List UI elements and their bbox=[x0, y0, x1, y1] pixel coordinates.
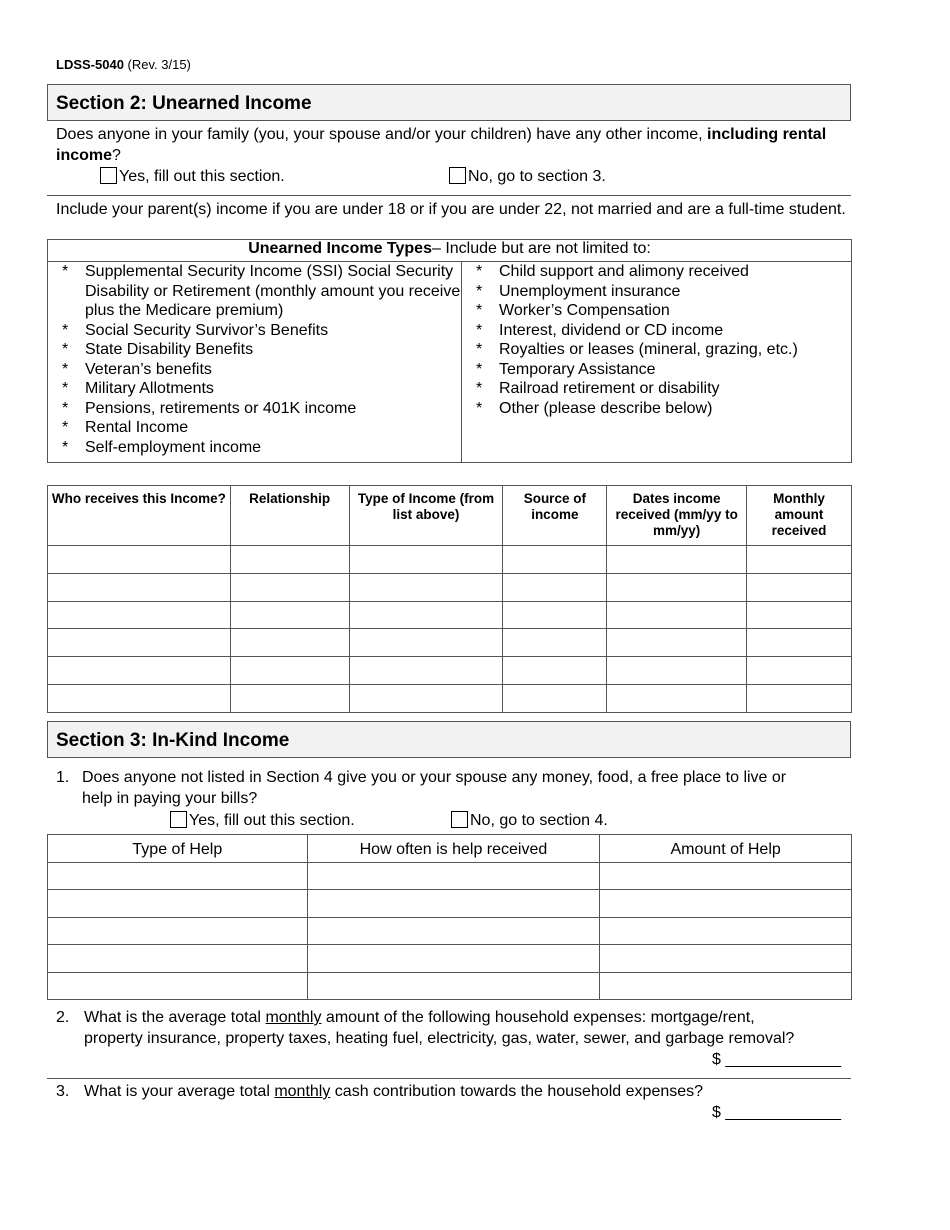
input-cell[interactable] bbox=[503, 546, 607, 574]
input-cell[interactable] bbox=[230, 684, 349, 712]
divider bbox=[47, 1078, 851, 1079]
input-cell[interactable] bbox=[48, 657, 231, 685]
input-cell[interactable] bbox=[600, 917, 852, 944]
table-row bbox=[48, 684, 852, 712]
input-cell[interactable] bbox=[307, 972, 600, 999]
section2-yes-option[interactable]: Yes, fill out this section. bbox=[100, 166, 285, 187]
column-header: How often is help received bbox=[307, 835, 600, 863]
input-cell[interactable] bbox=[349, 657, 503, 685]
section3-title: Section 3: In-Kind Income bbox=[56, 730, 290, 751]
section3-yes-option[interactable]: Yes, fill out this section. bbox=[170, 810, 355, 831]
income-type-item: * Pensions, retirements or 401K income bbox=[48, 399, 461, 419]
input-cell[interactable] bbox=[503, 601, 607, 629]
input-cell[interactable] bbox=[503, 573, 607, 601]
table-row bbox=[48, 657, 852, 685]
section2-header bbox=[47, 84, 851, 121]
input-cell[interactable] bbox=[747, 601, 852, 629]
income-type-item: * Self-employment income bbox=[48, 438, 461, 458]
divider bbox=[47, 195, 851, 196]
section2-title: Section 2: Unearned Income bbox=[56, 93, 312, 114]
section2-no-option[interactable]: No, go to section 3. bbox=[449, 166, 606, 187]
table-row bbox=[48, 917, 852, 944]
income-type-item: * Worker’s Compensation bbox=[462, 301, 851, 321]
table-row bbox=[48, 863, 852, 890]
input-cell[interactable] bbox=[349, 629, 503, 657]
input-cell[interactable] bbox=[307, 863, 600, 890]
input-cell[interactable] bbox=[48, 917, 308, 944]
types-right-list bbox=[462, 262, 851, 418]
column-header: Dates income received (mm/yy to mm/yy) bbox=[607, 486, 747, 546]
section2-note: Include your parent(s) income if you are under 18 or if you are under 22, not married and are a full-time student. bbox=[56, 201, 846, 218]
input-cell[interactable] bbox=[307, 917, 600, 944]
input-cell[interactable] bbox=[48, 972, 308, 999]
q2-text: What is the average total monthly amount of the following household expenses: mortgage/rent, property insurance, property taxes, heating fuel, electricity, gas, water, sewer, and garbage removal? bbox=[84, 1009, 795, 1047]
input-cell[interactable] bbox=[607, 601, 747, 629]
input-cell[interactable] bbox=[503, 684, 607, 712]
income-type-item: * Interest, dividend or CD income bbox=[462, 321, 851, 341]
column-header: Who receives this Income? bbox=[48, 486, 231, 546]
table-row bbox=[48, 546, 852, 574]
section3-no-checkbox[interactable] bbox=[451, 811, 468, 828]
input-cell[interactable] bbox=[349, 684, 503, 712]
q2-amount-field[interactable]: $ _____________ bbox=[712, 1051, 842, 1068]
input-cell[interactable] bbox=[607, 573, 747, 601]
input-cell[interactable] bbox=[48, 546, 231, 574]
section3-header bbox=[47, 721, 851, 758]
income-type-item: * Railroad retirement or disability bbox=[462, 379, 851, 399]
input-cell[interactable] bbox=[747, 573, 852, 601]
income-type-item: * State Disability Benefits bbox=[48, 340, 461, 360]
section2-yes-checkbox[interactable] bbox=[100, 167, 117, 184]
input-cell[interactable] bbox=[503, 657, 607, 685]
income-type-item: * Social Security Survivor’s Benefits bbox=[48, 321, 461, 341]
income-type-item: * Rental Income bbox=[48, 418, 461, 438]
input-cell[interactable] bbox=[48, 601, 231, 629]
column-header: Amount of Help bbox=[600, 835, 852, 863]
input-cell[interactable] bbox=[747, 546, 852, 574]
income-type-item: * Supplemental Security Income (SSI) Social Security Disability or Retirement (monthly amount you receive plus the Medicare premium) bbox=[48, 262, 461, 321]
column-header: Monthly amount received bbox=[747, 486, 852, 546]
input-cell[interactable] bbox=[503, 629, 607, 657]
unearned-income-types-table bbox=[47, 239, 852, 463]
income-type-item: * Other (please describe below) bbox=[462, 399, 851, 419]
input-cell[interactable] bbox=[349, 601, 503, 629]
q3-amount-field[interactable]: $ _____________ bbox=[712, 1104, 842, 1121]
input-cell[interactable] bbox=[600, 863, 852, 890]
input-cell[interactable] bbox=[747, 684, 852, 712]
income-type-item: * Royalties or leases (mineral, grazing, etc.) bbox=[462, 340, 851, 360]
q1-text: Does anyone not listed in Section 4 give you or your spouse any money, food, a free place to live or help in paying your bills? bbox=[82, 769, 787, 807]
input-cell[interactable] bbox=[600, 890, 852, 917]
table-row bbox=[48, 945, 852, 972]
income-type-item: * Child support and alimony received bbox=[462, 262, 851, 282]
types-left-list bbox=[48, 262, 461, 457]
input-cell[interactable] bbox=[48, 573, 231, 601]
input-cell[interactable] bbox=[747, 657, 852, 685]
unearned-income-table bbox=[47, 485, 852, 713]
input-cell[interactable] bbox=[307, 945, 600, 972]
column-header: Source of income bbox=[503, 486, 607, 546]
table-row bbox=[48, 890, 852, 917]
column-header: Type of Income (from list above) bbox=[349, 486, 503, 546]
input-cell[interactable] bbox=[230, 629, 349, 657]
input-cell[interactable] bbox=[600, 972, 852, 999]
q3-text: What is your average total monthly cash contribution towards the household expenses? bbox=[84, 1083, 704, 1100]
input-cell[interactable] bbox=[48, 890, 308, 917]
column-header: Type of Help bbox=[48, 835, 308, 863]
income-type-item: * Military Allotments bbox=[48, 379, 461, 399]
in-kind-help-table bbox=[47, 834, 852, 1000]
input-cell[interactable] bbox=[230, 657, 349, 685]
table-row bbox=[48, 629, 852, 657]
form-id: LDSS-5040 (Rev. 3/15) bbox=[56, 57, 191, 72]
input-cell[interactable] bbox=[747, 629, 852, 657]
input-cell[interactable] bbox=[48, 684, 231, 712]
table-row bbox=[48, 573, 852, 601]
input-cell[interactable] bbox=[307, 890, 600, 917]
input-cell[interactable] bbox=[48, 863, 308, 890]
table-row bbox=[48, 972, 852, 999]
types-heading: Unearned Income Types– Include but are not limited to: bbox=[48, 240, 852, 262]
input-cell[interactable] bbox=[48, 945, 308, 972]
input-cell[interactable] bbox=[607, 546, 747, 574]
input-cell[interactable] bbox=[607, 657, 747, 685]
input-cell[interactable] bbox=[230, 601, 349, 629]
input-cell[interactable] bbox=[230, 573, 349, 601]
section2-question: Does anyone in your family (you, your spouse and/or your children) have any other income, including rental income? bbox=[56, 126, 827, 164]
section2-no-checkbox[interactable] bbox=[449, 167, 466, 184]
input-cell[interactable] bbox=[48, 629, 231, 657]
input-cell[interactable] bbox=[349, 546, 503, 574]
table-row bbox=[48, 601, 852, 629]
q2-number: 2. bbox=[56, 1009, 70, 1026]
q3-number: 3. bbox=[56, 1083, 70, 1100]
input-cell[interactable] bbox=[230, 546, 349, 574]
input-cell[interactable] bbox=[600, 945, 852, 972]
income-type-item: * Veteran’s benefits bbox=[48, 360, 461, 380]
q1-number: 1. bbox=[56, 769, 70, 786]
section3-yes-checkbox[interactable] bbox=[170, 811, 187, 828]
income-type-item: * Unemployment insurance bbox=[462, 282, 851, 302]
input-cell[interactable] bbox=[607, 629, 747, 657]
section3-no-option[interactable]: No, go to section 4. bbox=[451, 810, 608, 831]
column-header: Relationship bbox=[230, 486, 349, 546]
input-cell[interactable] bbox=[349, 573, 503, 601]
income-type-item: * Temporary Assistance bbox=[462, 360, 851, 380]
input-cell[interactable] bbox=[607, 684, 747, 712]
